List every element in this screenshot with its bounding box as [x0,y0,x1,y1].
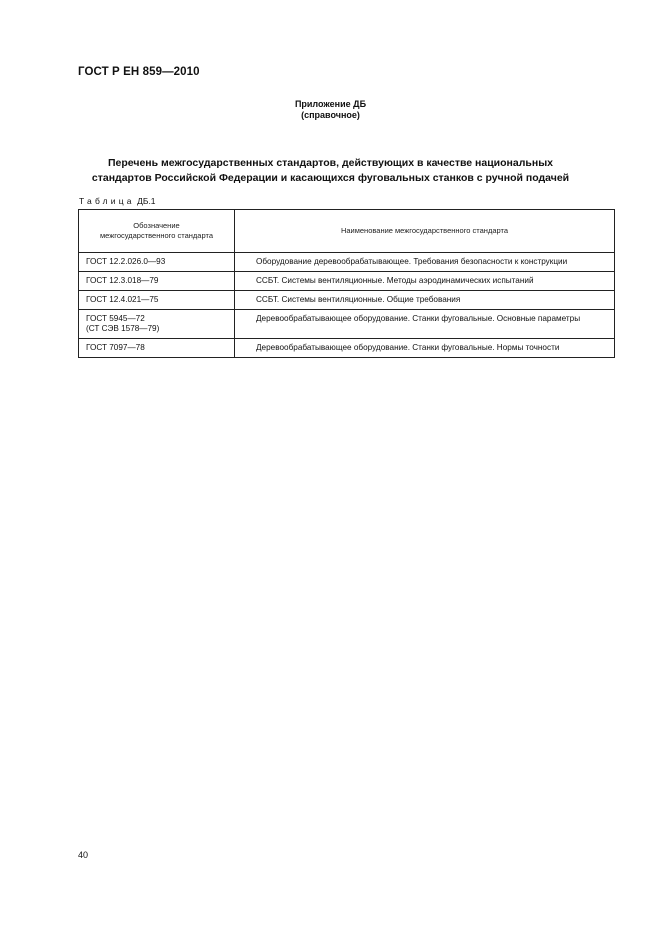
section-heading [60,156,601,186]
standard-name-cell [235,272,615,291]
page-number: 40 [78,850,89,860]
standard-name: Оборудование деревообрабатывающее. Требования безопасности к конструкции [256,257,568,266]
table-caption [79,196,156,206]
standard-code-cell [79,272,235,291]
standard-name: ССБТ. Системы вентиляционные. Общие требования [256,295,461,304]
standard-code: ГОСТ 5945—72 [86,314,145,323]
standard-code: ГОСТ 12.3.018—79 [86,276,159,285]
standard-code: ГОСТ 12.4.021—75 [86,295,159,304]
appendix-block [0,99,661,121]
column-header-name: Наименование межгосударственного стандарта [235,210,615,253]
table-header-row [79,210,615,253]
standard-name-cell [235,310,615,339]
standard-code-cell [79,291,235,310]
standard-code-cell [79,253,235,272]
heading-line-1: Перечень межгосударственных стандартов, действующих в качестве национальных [107,157,553,169]
standard-name-cell [235,291,615,310]
standard-code-cell [79,310,235,339]
column-header-code-line-2: межгосударственного стандарта [100,231,213,240]
table-row [79,253,615,272]
standard-code-cell [79,339,235,358]
standard-name: Деревообрабатывающее оборудование. Станки фуговальные. Нормы точности [256,343,560,352]
table-caption-word: Таблица [79,196,135,206]
standard-name-cell [235,339,615,358]
standard-code: ГОСТ 7097—78 [86,343,145,352]
appendix-title: Приложение ДБ [294,99,367,109]
appendix-subtitle: (справочное) [301,110,360,120]
column-header-code [79,210,235,253]
heading-line-2: стандартов Российской Федерации и касающихся фуговальных станков с ручной подачей [91,172,570,184]
table-row [79,310,615,339]
standards-table [78,209,615,358]
table-row [79,291,615,310]
document-code: ГОСТ Р ЕН 859—2010 [78,66,200,78]
standard-name-cell [235,253,615,272]
table-row [79,339,615,358]
table-row [79,272,615,291]
standard-code-equivalent: (СТ СЭВ 1578—79) [86,324,160,333]
table-caption-number: ДБ.1 [137,196,156,206]
standard-name: Деревообрабатывающее оборудование. Станки фуговальные. Основные параметры [256,314,581,323]
standard-code: ГОСТ 12.2.026.0—93 [86,257,166,266]
standard-name: ССБТ. Системы вентиляционные. Методы аэродинамических испытаний [256,276,534,285]
column-header-code-line-1: Обозначение [133,221,180,230]
